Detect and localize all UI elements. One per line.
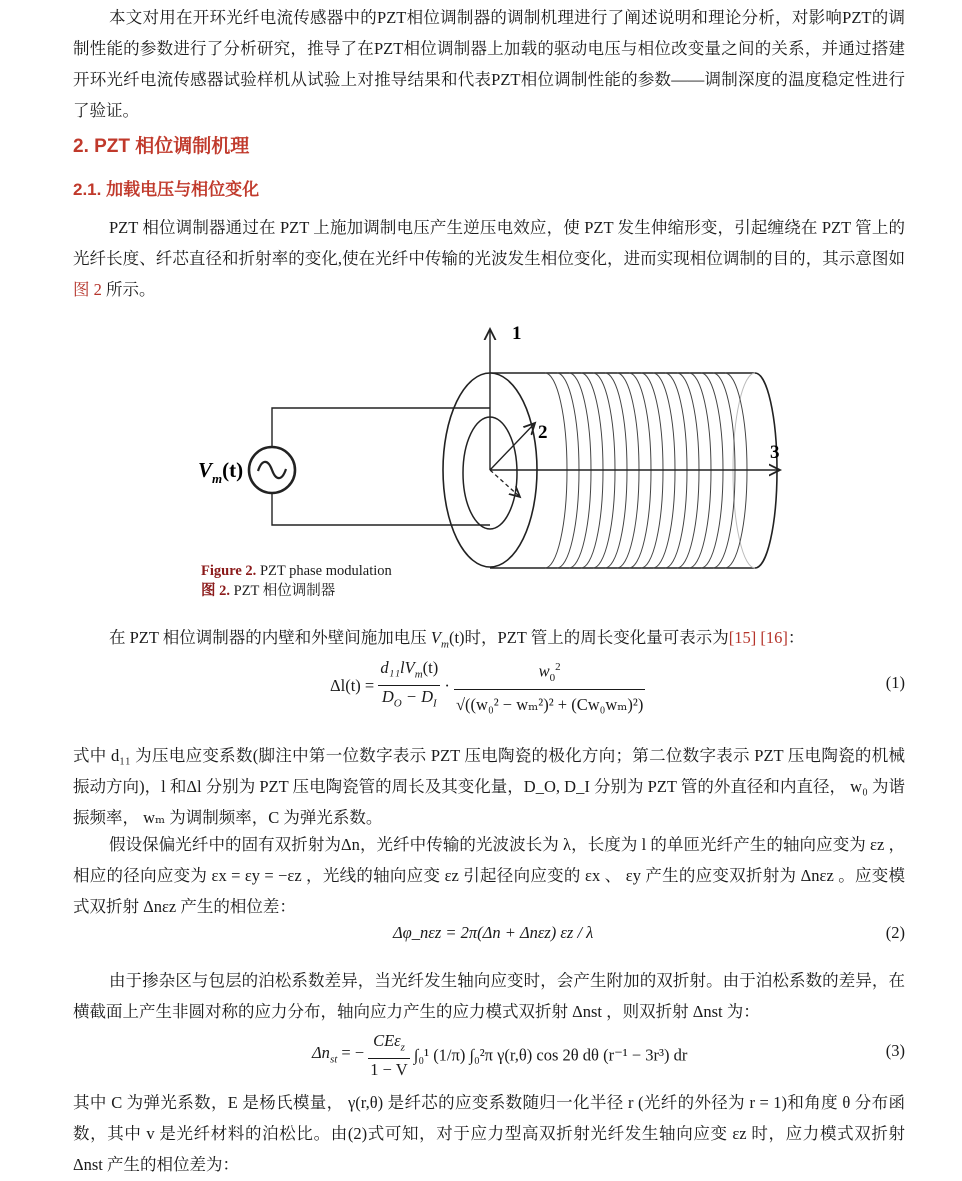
equation-1: Δl(t) = $\frac{d_{11}lV_m(t)}{D_O - D_I}$ · $\frac{w_0^2}{\text{√((w₀² − wₘ²)² + (Cw₀wₘ)²)}}$: [330, 658, 644, 714]
paragraph-text: PZT 相位调制器通过在 PZT 上施加调制电压产生逆压电效应，使 PZT 发生伸缩形变，引起缠绕在 PZT 管上的光纤长度、纤芯直径和折射率的变化,使在光纤中传输的光波发生相位变化，进而实现相位调制的目的，其示意图如: [73, 218, 905, 268]
equation-3: $\Delta n_{st}$ = − $\frac{CE\varepsilon_z}{1 - V}$ ∫₀¹ (1/π) ∫₀²π γ(r,θ) cos 2θ dθ (r⁻¹ − 3r³) dr: [312, 1031, 688, 1080]
equation-2-number: (2): [885, 923, 905, 942]
axis-2-label: 2: [538, 422, 548, 443]
intro-paragraph: 本文对用在开环光纤电流传感器中的PZT相位调制器的调制机理进行了阐述说明和理论分析，对影响PZT的调制性能的参数进行了分析研究，推导了在PZT相位调制器上加载的驱动电压与相位改变量之间的关系，并通过搭建开环光纤电流传感器试验样机从试验上对推导结果和代表PZT相位调制性能的参数——调制深度的温度稳定性进行了验证。: [73, 8, 905, 120]
figure-caption-en: Figure 2. PZT phase modulation: [201, 563, 392, 579]
section-heading-2-1: 2.1. 加载电压与相位变化: [73, 180, 260, 199]
axis-3-label: 3: [770, 442, 780, 463]
paragraph-birefringence: 假设保偏光纤中的固有双折射为Δn，光纤中传输的光波波长为 λ，长度为 l 的单匝光纤产生的轴向应变为 εz ，相应的径向应变为 εx = εy = −εz ，光线的轴向应变 εz 引起径向应变的 εx 、 εy 产生的应变双折射为 Δnεz 。应变模式双折射 Δnεz 产生的相位差：: [73, 835, 905, 916]
source-voltage-label: $V_m(t)$: [198, 458, 244, 486]
ac-source-icon: [249, 447, 295, 493]
paragraph-text: 所示。: [101, 280, 156, 299]
pzt-diagram: [0, 315, 962, 575]
equation-3-number: (3): [885, 1041, 905, 1060]
axis-1-label: 1: [512, 323, 522, 344]
figure-caption-zh: 图 2. PZT 相位调制器: [201, 583, 336, 599]
paragraph-stress-phase: 其中 C 为弹光系数，E 是杨氏模量， γ(r,θ) 是纤芯的应变系数随归一化半径 r (光纤的外径为 r = 1)和角度 θ 分布函数，其中 v 是光纤材料的泊松比。由(2)式可知，对于应力型高双折射光纤发生轴向应变 εz 时，应力模式双折射 Δnst 产生的相位差为：: [73, 1093, 905, 1174]
citation-link[interactable]: [15] [16]: [728, 628, 788, 647]
equation-1-number: (1): [885, 673, 905, 692]
paragraph-poisson: 由于掺杂区与包层的泊松系数差异，当光纤发生轴向应变时，会产生附加的双折射。由于泊松系数的差异，在横截面上产生非圆对称的应力分布，轴向应力产生的应力模式双折射 Δnst ，则双折射 Δnst 为：: [73, 971, 905, 1021]
paragraph-voltage: 在 PZT 相位调制器的内壁和外壁间施加电压 $V_m(t)$时，PZT 管上的周长变化量可表示为[15] [16]：: [109, 628, 805, 651]
section-heading-2: 2. PZT 相位调制机理: [73, 136, 250, 157]
equation-2: Δφ_nεz = 2π(Δn + Δnεz) εz / λ: [393, 923, 594, 942]
paragraph-symbols: 式中 d₁₁ 为压电应变系数(脚注中第一位数字表示 PZT 压电陶瓷的极化方向；第二位数字表示 PZT 压电陶瓷的机械振动方向)，l 和Δl 分别为 PZT 压电陶瓷管的周长及其变化量，D_O, D_I 分别为 PZT 管的外直径和内直径， w₀ 为谐振频率， wₘ 为调制频率，C 为弹光系数。: [73, 746, 905, 827]
figure-reference-link[interactable]: 图 2: [73, 280, 102, 299]
paragraph-modulation-intro: [73, 212, 905, 305]
